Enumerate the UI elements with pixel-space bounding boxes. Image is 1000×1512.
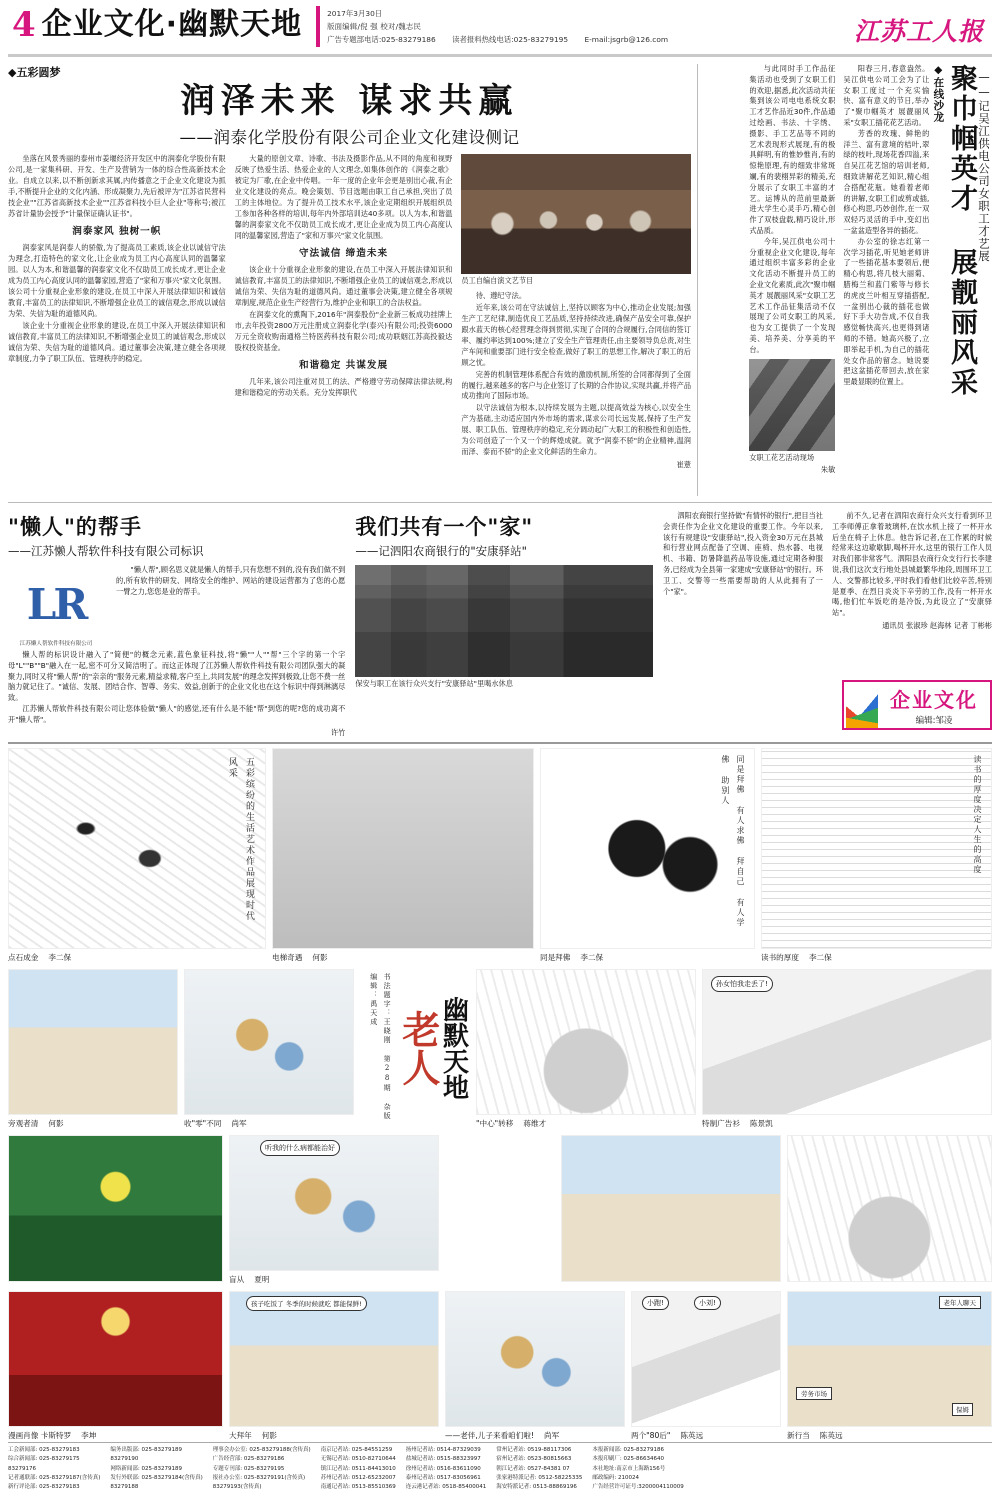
cartoon-author: 尚军: [544, 1431, 560, 1440]
lazy-headline: "懒人"的帮手: [8, 515, 142, 539]
cartoon-art: [631, 1291, 781, 1427]
article-subheadline: ——润泰化学股份有限公司企业文化建设侧记: [179, 128, 520, 148]
cartoon-author: 蒋维才: [523, 1119, 547, 1128]
paragraph: 与此同时手工作品征集活动也受到了女职工们的欢迎,据悉,此次活动共征集到该公司电电系统女职工才艺作品近30件,作品通过绘画、书法、十字绣、摄影、手工艺品等不同的艺术表现形式展现,有的极具鲜明,有的惟妙惟肖,有的惊艳原理,有的细致非常斑斓,有的裴栩异彩的精美,充分展示了女职工丰富的才艺。运博从的范前里最新进大学生心灵手巧,精心创作了双枝盘载,精巧设计,形式品质。: [749, 64, 836, 235]
cartoon-item: [702, 969, 992, 1129]
right-article-headline: 聚巾帼英才 展靓丽风采: [946, 64, 977, 398]
cartoon-caption: [184, 1115, 354, 1129]
speech-bubble: 听我的什么病都能治好: [260, 1140, 340, 1156]
cartoon-author: 李二保: [48, 953, 72, 962]
top-zone: [8, 64, 992, 496]
paragraph: 大量的原创文章、诗歌、书法及摄影作品,从不同的角度和视野反映了热爱生活、热爱企业的人文理念,如集体创作的《润泰之歌》被定为厂歌,在企业中传唱。一年一度的企业年会更是别出心裁,有企业文化建设的亮点。晚会策划、节目选题由职工自己承担,突出了员工的主体地位。为了提升员工技术水平,该企业定期组织开展组织员工参加各种各样的培训,每年内外部培训达40多项。以人为本,和谐温馨的润泰家文化不仅助员工成长成才,更让企业成为员工内心高度认同的温馨家园,营造了"家和万事兴"家文化氛围。: [234, 154, 453, 240]
contact-line: 徐州记者站: 0516-83611090: [405, 1465, 481, 1472]
middle-zone: [8, 511, 992, 736]
cartoon-item: [787, 1135, 992, 1285]
cartoon-title: 读书的厚度: [761, 953, 799, 962]
paragraph: 该企业十分重视企业形象的建设,在员工中深入开展法律知识和诚信教育,丰富员工的法律知识,不断增强企业员工的诚信观念,形成以诚信为荣、失信为耻的道德风尚。通过董事会决策,建立健全各项规章制度,规范企业生产经营行为,维护企业和职工的合法权益。: [234, 265, 453, 307]
cartoon-item: [8, 1135, 223, 1285]
paragraph: 该企业十分重视企业形象的建设,在员工中深入开展法律知识和诚信教育,丰富员工的法律知识,不断增强企业员工的诚信观念,形成以诚信为荣、失信为耻的道德风尚。通过董事会决策,建立健全各项规章制度,力争了职工队伍、管理秩序的稳定。: [8, 320, 226, 363]
cartoon-art-portrait: [8, 1291, 223, 1427]
calligraphy-block: [360, 969, 470, 1129]
cartoon-author: 李坤: [81, 1431, 97, 1440]
contact-line: 专题专刊部: 025-83279195: [212, 1465, 285, 1472]
spacer-block: [445, 1135, 555, 1285]
article-headline: 润泽未来 谋求共赢: [180, 81, 519, 121]
cartoon-item: [540, 748, 755, 963]
contact-line: 张家港特派记者: 0512-58225335: [496, 1475, 583, 1482]
cartoon-item: [229, 1135, 439, 1285]
contact-line: 综合新闻部: 025-83279175: [8, 1456, 80, 1463]
cartoon-caption: [8, 1282, 223, 1285]
calligraphy-art: [360, 969, 470, 1126]
paragraph: 完善的机制管理体系配合有效的激励机制,所签的合同都得到了全面的履行,越来越多的客户与企业签订了长期的合作协议,实现共赢,并将产品成功推向了国际市场。: [461, 369, 692, 401]
main-article: [8, 64, 698, 496]
article-photo-caption: 员工自编自演文艺节目: [461, 276, 534, 286]
contact-line: 海安特派记者: 0513-88869196: [496, 1484, 577, 1491]
home-byline: 通讯员 张淑珍 赵海林 记者 丁彬彬: [882, 620, 992, 630]
contact-line: 邮政编码: 210024: [592, 1475, 639, 1482]
speech-bubble: 孙女怕我走丢了!: [711, 976, 773, 992]
contact-line: 南京记者站: 025-84551259: [320, 1447, 393, 1453]
buddha-calligraphy: 同是拜佛 有人求佛 拜自己 有人学佛 助别人: [720, 755, 745, 928]
cartoon-author: 李二保: [808, 953, 832, 962]
paragraph: 江苏懒人帮软件科技有限公司让您体验做"懒人"的感觉,还有什么是不能"帮"到您的呢?您的成功离不开"懒人帮"。: [8, 703, 346, 724]
right-article-kicker: ◆在线沙龙: [932, 64, 945, 123]
cartoon-item: [561, 1135, 781, 1285]
cartoon-title: 特制广告衫: [702, 1119, 740, 1128]
calligraphy-big-right: 幽默天地: [438, 995, 469, 1100]
cartoon-title: ——老伴,儿子来看咱们啦!: [445, 1431, 534, 1440]
home-subheadline: ——记泗阳农商银行的"安康驿站": [355, 544, 527, 558]
cartoon-art: [476, 969, 696, 1115]
right-article: [698, 64, 992, 496]
contact-line: 本报印刷厂: 025-86634640: [592, 1456, 664, 1463]
cartoon-title: 电梯奇遇: [272, 953, 303, 962]
cartoon-caption: [787, 1427, 992, 1441]
sign-label: 劳务市场: [796, 1387, 832, 1400]
cartoon-caption: [476, 1115, 696, 1129]
cartoon-author: 陈英远: [819, 1431, 843, 1440]
calligraphy-big-left: 老人: [395, 1009, 441, 1086]
cartoon-author: 陈英远: [680, 1431, 704, 1440]
contact-line: 83279176: [8, 1465, 36, 1472]
home-headline: 我们共有一个"家": [355, 515, 534, 539]
book-calligraphy: 读书的厚度决定人生的高度: [973, 755, 982, 875]
home-photo: [355, 565, 653, 677]
contact-line: 常州记者站: 0519-88117306: [496, 1447, 572, 1453]
paragraph: "懒人帮",顾名思义就是懒人的帮手,只有您想不到的,没有我们做不到的,所有软件的研发、网络安全的维护、网站的建设运营都为了您的心愿一臂之力,您您是业的帮手。: [116, 565, 346, 596]
section-title: 企业文化·幽默天地: [41, 7, 303, 42]
paragraph: 几年来,该公司注重对员工的法、严格遵守劳动保障法律法规,构建和谐稳定的劳动关系。充分发挥职代: [234, 377, 453, 398]
cartoon-author: 陈景凯: [749, 1119, 773, 1128]
contact-line: 宿州记者站: 0523-80815663: [496, 1456, 572, 1463]
paragraph: 待、遵纪守法。: [475, 291, 527, 301]
contact-line: 朝江记者站: 0527-84381 07: [496, 1465, 570, 1472]
cartoon-art: [8, 748, 266, 949]
right-article-photo-caption: 女职工花艺活动现场: [749, 452, 815, 462]
cartoon-title: 两个"80后": [631, 1431, 671, 1440]
paper-logo: 江苏工人报: [853, 17, 984, 46]
footer-column: [406, 1446, 487, 1493]
cartoon-item: [229, 1291, 439, 1441]
contact-line: 记者通联部: 025-83279187(含传真): [8, 1475, 101, 1482]
cartoon-author: 夏明: [254, 1275, 270, 1284]
contact-line: [327, 34, 682, 47]
paragraph: 近年来,该公司在守法诚信上,坚持以顾客为中心,推动企业发展;加强生产工艺纪律,制造优良工艺品质,坚持持续改进,确保产品安全可靠,保护跟水蓝天的核心经营理念得到贯彻,实现了合同的合规履行,合同信的签订率、履约率达到100%;建立了安全生产管理责任,由主要领导负总责,对生产车间和重要部门进行安全检查,做好了职工的思想工作,解决了职工的后顾之忧。: [461, 302, 691, 367]
cartoon-author: 何影: [312, 953, 328, 962]
cartoon-art: [229, 1291, 439, 1427]
masthead-meta: [316, 6, 682, 47]
cartoon-caption: [8, 949, 266, 963]
cartoon-title: "中心"转移: [476, 1119, 514, 1128]
badge-editor: 编辑:邹凌: [915, 716, 953, 726]
right-column-1: [843, 64, 929, 496]
footer-column: [110, 1446, 202, 1493]
home-column-2: [832, 511, 992, 632]
ad-phone: 广告专题部电话:025-83279186: [327, 34, 436, 44]
masthead-divider: [8, 54, 992, 57]
contact-line: 盐城记者站: 0515-88323997: [405, 1456, 481, 1463]
article-kicker: ◆五彩圆梦: [8, 66, 61, 79]
cartoon-caption: [561, 1282, 781, 1285]
cartoon-caption: [761, 949, 992, 963]
masthead: [8, 0, 992, 52]
home-article: [355, 511, 653, 736]
paragraph: 坐落在风景秀丽的泰州市姜堰经济开发区中的润泰化学股份有限公司,是一家集科研、开发、生产及营销为一体的综合性高新技术企业。自成立以来,以不断创新求其属,内传播意之于企业文化建设为抓手,不断提升企业的文化内涵、形成凝聚力,先后被评为"江苏省民营科技企业""江苏省高新技术企业""江苏省科技小巨人企业"等称号;被江苏省计量协会授予"计量保证确认证书"。: [8, 154, 226, 218]
cartoon-title: 同是拜佛: [540, 953, 571, 962]
cartoon-author: 何影: [48, 1119, 64, 1128]
section-subhead-2: 守法诚信 缔造未来: [298, 247, 389, 259]
cartoon-caption: [702, 1115, 992, 1129]
lazy-body: [116, 565, 345, 647]
badge-title: 企业文化: [890, 688, 978, 712]
contact-line: 83279188: [110, 1484, 139, 1491]
cartoon-caption: [445, 1427, 625, 1441]
article-column-2: [235, 154, 453, 471]
email-address: E-mail:jsgrb@126.com: [584, 34, 669, 44]
contact-line: 83279193(含传真): [212, 1484, 262, 1491]
contact-line: 新行评论部: 025-83279183: [8, 1484, 80, 1491]
contact-line: 广告经营部: 025-83279186: [212, 1456, 285, 1463]
cartoon-title: 新行当: [787, 1431, 810, 1440]
right-article-columns: [749, 64, 929, 496]
right-article-byline: 朱敏: [820, 465, 836, 475]
cartoon-title: 漫画肖像 卡斯特罗: [8, 1431, 72, 1440]
cartoon-item: [8, 969, 178, 1129]
speech-bubble: 孩子吃饭了 冬季的时候就吃 都能保鲜!: [246, 1296, 367, 1311]
sign-label: 老年人聊天: [939, 1296, 982, 1309]
lazy-article: [8, 511, 345, 736]
cartoon-art: [184, 969, 354, 1115]
cartoon-caption: [229, 1271, 439, 1285]
contact-line: 83279190: [110, 1456, 139, 1463]
page-number: 4: [12, 5, 36, 45]
article-column-3: [461, 154, 691, 471]
culture-badge: [842, 680, 992, 730]
cartoon-art: [445, 1291, 625, 1427]
contact-line: 泰州记者站: 0517-83056961: [405, 1475, 481, 1482]
cartoon-art: [272, 748, 534, 949]
cartoon-item: [445, 1291, 625, 1441]
right-column-2: [749, 64, 835, 496]
cartoon-art: [787, 1291, 992, 1427]
cartoon-caption: [8, 1427, 223, 1441]
footer-divider: [8, 1442, 992, 1443]
cartoon-item: [8, 748, 266, 963]
cartoon-item: [272, 748, 534, 963]
rays-icon: [846, 682, 878, 728]
lazy-byline: 许竹: [330, 727, 346, 737]
zone-divider-2: [8, 742, 992, 744]
right-article-photo: [749, 359, 835, 451]
section-subhead-1: 润泰家风 独树一帜: [72, 225, 162, 237]
lazy-logo-group: [8, 565, 108, 647]
contact-line: 连云港记者站: 0518-85400041: [405, 1484, 487, 1491]
publication-date: 2017年3月30日: [327, 9, 383, 18]
contact-line: 南通记者站: 0513-85510369: [320, 1484, 396, 1491]
tip-hotline: 读者报料热线电话:025-83279195: [452, 34, 569, 44]
zone-divider-1: [8, 502, 992, 503]
cartoon-title: 盲从: [229, 1275, 245, 1284]
footer-column: [496, 1446, 582, 1493]
calligraphy-caption: [360, 1126, 470, 1129]
cartoon-title: 大拜年: [229, 1431, 252, 1440]
cartoon-title: 点石成金: [8, 953, 39, 962]
cartoon-caption: [787, 1282, 992, 1285]
paragraph: 前不久,记者在泗阳农商行众兴支行看到环卫工李师傅正拿着玻璃杯,在饮水机上接了一杯开水后坐在椅子上休息。他告诉记者,在工作累的时候经常来这边歇歇脚,喝杯开水,这里的银行工作人员对我们都非常客气。泗阳县农商行众支行行长李建说,我们这次支行地处县城最繁华地段,周围环卫工人、交警都比较多,平时我们看他们比较辛苦,特别是夏季、在烈日炎炎下辛劳的工作,没有一杯开水喝,他们忙车饭吃的是冷饭,为此设立了"安康驿站"。: [832, 511, 992, 618]
editor-credit: 版面编辑/倪 强 校对/魏志民: [327, 21, 422, 31]
contact-line: 扬州记者站: 0514-87329039: [405, 1447, 481, 1453]
cartoon-caption: [229, 1427, 439, 1441]
paragraph: 在润泰文化的熏陶下,2016年"润泰股份"企业新三板成功挂牌上市,去年投资2800万元注册成立润泰化学(泰兴)有限公司;投资6000万元全资收购南通格兰特医药科技有限公司;成功联姻江苏高投毅达股权投资基金。: [234, 309, 453, 352]
lazy-subheadline: ——江苏懒人帮软件科技有限公司标识: [8, 544, 204, 558]
contact-line: 工会新闻部: 025-83279183: [8, 1447, 80, 1453]
paragraph: 润泰家风是润泰人的骄傲,为了提高员工素质,该企业以诚信守法为理念,打造特色的家文化,让企业成为员工内心高度认同的温馨家园。以人为本,和谐温馨的润泰家文化不仅助员工成长成才,更让企业成为员工内心高度认同的温馨家园,营造了"家和万事兴"家文化氛围。该公司十分重视企业形象的建设,在员工中深入开展法律知识和诚信教育,丰富员工的法律知识,不断增强企业员工的诚信观念,形成以诚信为荣、失信为耻的道德风尚。: [8, 243, 226, 318]
contact-line: 理事会办公室: 025-83279188(含传真): [212, 1447, 311, 1453]
company-logo: LR: [26, 579, 86, 629]
cartoon-title: 旁观者清: [8, 1119, 39, 1128]
cartoon-author: 尚军: [231, 1119, 247, 1128]
paragraph: 以守法诚信为根本,以持续发展为主题,以提高效益为核心,以安全生产为基础,主动适应国内外市场的需求,谋求公司长远发展,保持了生产发展、职工队伍、管理秩序的稳定,充分调动起广大职工的积极性和创造性,为公司创造了一个又一个的辉煌成就。就予"润泰不骄"的企业精神,温润而泽、泰而不骄"的企业文化鲜活的生命力。: [461, 403, 691, 457]
calligraphy-text: 五彩缤纷的生活艺术作品展现时代风采: [226, 757, 254, 922]
contact-line: 镇江记者站: 0511-84413010: [320, 1465, 396, 1472]
speech-bubble: 小跑!: [642, 1296, 669, 1310]
footer-column: [8, 1446, 100, 1493]
calligraphy-credit: 书法题字：王晓刚 第28期 杂版编辑：禹天成: [369, 973, 392, 1121]
lazy-body-cont: [8, 650, 345, 726]
paragraph: 芳香的玫瑰、鲜艳的洋兰、富有意境的桔叶,翠绿的枝叶,现场花香四溢,来自吴江花艺馆的培训老师,细致讲解花艺知识,精心组合搭配花瓶。她看着老师的讲解,女职工们或剪或插,修心构思,巧妙创作,在一双双轻巧灵活的手中,变幻出一盆盆造型各异的插花。: [843, 128, 930, 235]
article-byline: 崔薏: [676, 460, 691, 470]
cartoon-art-poster: [8, 1135, 223, 1282]
paragraph: 阳春三月,春意盎然。吴江供电公司工会为了让女职工度过一个充实愉快、富有意义的节日,举办了"聚巾帼英才 展靓丽风采"女职工插花花艺活动。: [843, 64, 930, 127]
article-columns: [8, 154, 691, 471]
contact-line: 广告经营许可证号:3200004110009: [592, 1484, 684, 1491]
cartoon-zone: [8, 748, 992, 1438]
paragraph: 办公室的徐志红第一次学习插花,听见她老师讲了一些插花基本要领后,便精心构思,将几枝大丽菊、腊梅兰和蓝门紫等与修长的虎皮兰叶相互穿插搭配,一盆别出心裁的插花也做好下手大功告成,不仅自我感觉畅快高兴,也更得到诸师的不错。她高兴极了,立即举起手机,为自己的插花处女作品的留念。她说要把这盆插花带回去,放在家里最显眼的位置上。: [843, 236, 930, 387]
cartoon-art: [702, 969, 992, 1115]
paragraph: 泗阳农商银行坚持做"有情怀的银行",把目当社会责任作为企业文化建设的重要工作。今年以来,该行有规建设"安康驿站",投入资金30万元在县城和行营业网点配备了空调、座椅、热水器、电视机、书籍、防暑降温药品等设施,通过定期各种服务,已经成为全县第一家建成"安康驿站"的银行。环卫工、交警等一些需要帮助的人从此拥有了一个"家"。: [663, 511, 823, 596]
home-photo-caption: 保安与职工在该行众兴支行"安康驿站"里喝水休息: [355, 679, 513, 688]
contact-line: 无锡记者站: 0510-82710644: [320, 1456, 396, 1463]
contact-line: 报社办公室: 025-83279191(含传真): [212, 1475, 306, 1482]
spacer-art: [445, 1135, 555, 1282]
contact-line: 网络新闻部: 025-83279189: [110, 1465, 182, 1472]
speech-bubble: 小刘!: [694, 1296, 721, 1310]
footer-contacts: [8, 1446, 992, 1493]
section-subhead-3: 和谐稳定 共谋发展: [298, 359, 389, 371]
contact-line: 本社地址:南京市上海路156号: [592, 1465, 666, 1472]
spacer-caption: [445, 1282, 555, 1285]
cartoon-item: [476, 969, 696, 1129]
cartoon-title: 收"零"不同: [184, 1119, 222, 1128]
cartoon-caption: [8, 1115, 178, 1129]
cartoon-art: [540, 748, 755, 949]
sign-label: 保姆: [952, 1403, 973, 1416]
cartoon-author: 何影: [261, 1431, 277, 1440]
paragraph: 懒人帮的标识设计融入了"简便"的概念元素,蓝色象征科技,将"懒""人""帮"三个字的第一个字母"L""B""B"融入在一起,密不可分又简洁明了。而这正体现了江苏懒人帮软件科技有限公司团队强大的凝聚力,同时又将"懒人帮"的"亲亲的"服务元素,精益求精,客户至上,共同发展"的理念发挥到极致,让您不费一丝脑力就记住了。"诚信、发展、团结合作、智尊、务实、效益,创新于的企业文化也在这个标识中得到淋漓尽致。: [8, 650, 346, 703]
contact-line: 苏州记者站: 0512-65232007: [320, 1475, 396, 1482]
cartoon-art: [561, 1135, 781, 1282]
company-logo-caption: 江苏懒人帮软件科技有限公司: [19, 641, 93, 647]
cartoon-item: [184, 969, 354, 1129]
contact-line: 本报新闻部: 025-83279186: [592, 1447, 664, 1453]
home-column-1: [663, 511, 823, 632]
cartoon-item: [787, 1291, 992, 1441]
article-column-1: [8, 154, 226, 471]
cartoon-art: [8, 969, 178, 1115]
badge-text-group: [878, 684, 990, 726]
home-article-text: [663, 511, 992, 736]
cartoon-art: [229, 1135, 439, 1271]
article-photo: [461, 154, 691, 274]
cartoon-caption: [540, 949, 755, 963]
cartoon-art: [761, 748, 992, 949]
footer-column: [213, 1446, 311, 1493]
paragraph: 今年,吴江供电公司十分重视企业文化建设,每年通过组织丰富多彩的企业文化活动不断提升员工的企业文化素质,此次"聚巾帼英才 展靓丽风采"女职工艺艺术工作品征集活动不仅展现了公司女职工的风采,也为女工提供了一个发现美、培养美、分享美的平台。: [749, 236, 836, 354]
contact-line: 编务出版部: 025-83279189: [110, 1447, 182, 1453]
cartoon-author: 李二保: [580, 953, 604, 962]
contact-line: 发行外联部: 025-83279184(含传真): [110, 1475, 203, 1482]
cartoon-caption: [272, 949, 534, 963]
cartoon-art: [787, 1135, 992, 1282]
cartoon-item: [761, 748, 992, 963]
cartoon-item: [631, 1291, 781, 1441]
vertical-headline-group: [929, 64, 992, 496]
footer-column: [592, 1446, 683, 1493]
footer-column: [321, 1446, 396, 1493]
cartoon-caption: [631, 1427, 781, 1441]
right-article-subheadline: ——记吴江供电公司女职工才艺展: [977, 70, 991, 263]
cartoon-item: [8, 1291, 223, 1441]
